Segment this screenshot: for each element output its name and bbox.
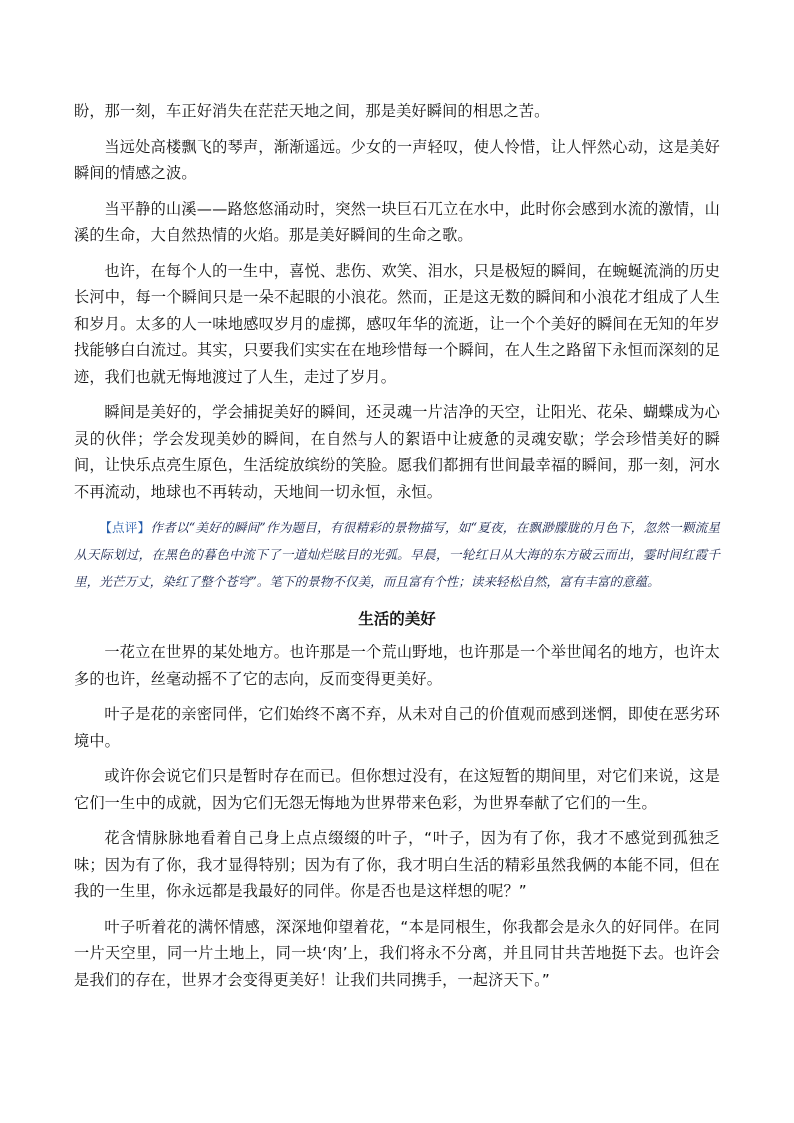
paragraph: 或许你会说它们只是暂时存在而已。但你想过没有，在这短暂的期间里，对它们来说，这是它们一生中的成就，因为它们无怨无悔地为世界带来色彩，为世界奉献了它们的一生。 [74,767,720,812]
paragraph: 叶子听着花的满怀情感，深深地仰望着花，“本是同根生，你我都会是永久的好同伴。在同一片天空里，同一片土地上，同一块‘肉’上，我们将永不分离，并且同甘共苦地挺下去。也许会是我们的存在，世界才会变得更美好！让我们共同携手，一起济天下。” [74,917,720,989]
paragraph: 叶子是花的亲密同伴，它们始终不离不弃，从未对自己的价值观而感到迷惘，即使在恶劣环境中。 [74,705,720,750]
commentary-text: 作者以“美好的瞬间”作为题目，有很精彩的景物描写，如“夏夜，在飘渺朦胧的月色下，忽然一颗流星从天际划过，在黑色的暮色中流下了一道灿烂眩目的光弧。早晨，一轮红日从大海的东方破云而出，霎时间红霞千里，光芒万丈，染红了整个苍穹”。笔下的景物不仅美，而且富有个性；读来轻松自然，富有丰富的意蕴。 [74,520,721,589]
paragraph: 花含情脉脉地看着自己身上点点缀缀的叶子，“叶子，因为有了你，我才不感觉到孤独乏味；因为有了你，我才显得特别；因为有了你，我才明白生活的精彩虽然我俩的本能不同，但在我的一生里，你永远都是我最好的同伴。你是否也是这样想的呢？” [74,829,720,900]
paragraph: 当远处高楼飘飞的琴声，渐渐遥远。少女的一声轻叹，使人怜惜，让人怦然心动，这是美好瞬间的情感之波。 [74,137,720,182]
section-title: 生活的美好 [358,610,436,628]
paragraph: 一花立在世界的某处地方。也许那是一个荒山野地，也许那是一个举世闻名的地方，也许太多的也许，丝毫动摇不了它的志向，反而变得更美好。 [74,643,720,688]
paragraph: 也许，在每个人的一生中，喜悦、悲伤、欢笑、泪水，只是极短的瞬间，在蜿蜒流淌的历史长河中，每一个瞬间只是一朵不起眼的小浪花。然而，正是这无数的瞬间和小浪花才组成了人生和岁月。太多的人一味地感叹岁月的虚掷，感叹年华的流逝，让一个个美好的瞬间在无知的年岁找能够白白流过。其实，只要我们实实在在地珍惜每一个瞬间，在人生之路留下永恒而深刻的足迹，我们也就无悔地渡过了人生，走过了岁月。 [74,261,720,386]
commentary-block [74,514,720,595]
paragraph: 当平静的山溪——路悠悠涌动时，突然一块巨石兀立在水中，此时你会感到水流的激情，山溪的生命，大自然热情的火焰。那是美好瞬间的生命之歌。 [74,199,720,244]
commentary-tag: 【点评】 [99,520,151,535]
paragraph: 瞬间是美好的，学会捕捉美好的瞬间，还灵魂一片洁净的天空，让阳光、花朵、蝴蝶成为心灵的伙伴；学会发现美妙的瞬间，在自然与人的絮语中让疲惫的灵魂安歇；学会珍惜美好的瞬间，让快乐点亮生原色，生活绽放缤纷的笑脸。愿我们都拥有世间最幸福的瞬间，那一刻，河水不再流动，地球也不再转动，天地间一切永恒，永恒。 [74,403,720,501]
paragraph: 盼，那一刻，车正好消失在茫茫天地之间，那是美好瞬间的相思之苦。 [74,102,550,120]
